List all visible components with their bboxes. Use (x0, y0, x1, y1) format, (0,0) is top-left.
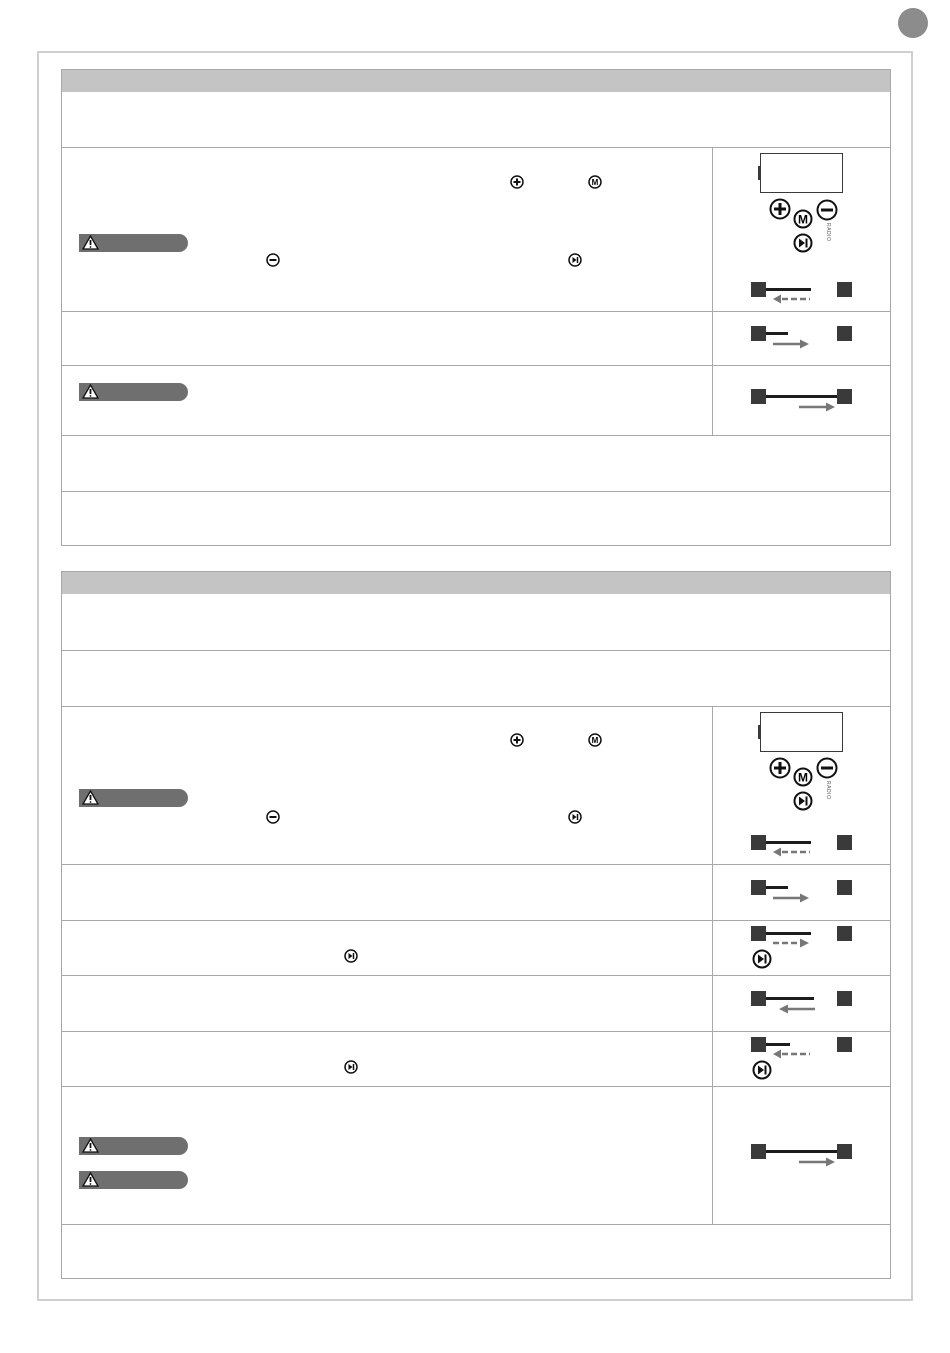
note-row (62, 491, 890, 547)
note-row (62, 650, 890, 706)
warning-triangle-icon (82, 235, 99, 250)
figure-cell (712, 865, 890, 920)
radio-label: RADIO (825, 223, 831, 242)
control-panel-display (760, 153, 843, 193)
gate-end-right (837, 1037, 852, 1052)
page-number-dot (898, 8, 928, 38)
step-row (62, 147, 890, 311)
step-circle-icon (344, 1060, 358, 1074)
warning-triangle-icon (82, 1138, 99, 1153)
minus-circle-icon (266, 253, 280, 267)
plus-circle-icon (510, 733, 524, 747)
step-row (62, 311, 890, 365)
arrow-right-dashed-icon (773, 938, 809, 948)
gate-end-right (837, 991, 852, 1006)
svg-text:M: M (591, 178, 599, 188)
gate-leaf-line (766, 332, 788, 335)
minus-button (816, 199, 838, 221)
gate-end-left (751, 1144, 766, 1159)
step-row (62, 1031, 890, 1086)
gate-leaf-line (766, 841, 811, 844)
step-circle-icon (568, 810, 582, 824)
warning-triangle-icon (82, 384, 99, 399)
gate-end-right (837, 926, 852, 941)
radio-label: RADIO (825, 781, 831, 800)
warning-triangle-icon (82, 790, 99, 805)
gate-leaf-line (766, 886, 788, 889)
step-row (62, 706, 890, 864)
section-header-bar (62, 70, 890, 92)
gate-end-right (837, 880, 852, 895)
arrow-right-icon (773, 893, 809, 903)
procedure-section-2 (61, 571, 891, 1279)
figure-cell (712, 1032, 890, 1086)
plus-circle-icon (510, 175, 524, 189)
step-button (793, 791, 813, 811)
svg-text:M: M (798, 770, 808, 785)
step-row (62, 864, 890, 920)
step-circle-icon (344, 949, 358, 963)
svg-text:M: M (591, 736, 599, 746)
gate-end-left (751, 1037, 766, 1052)
gate-leaf-line (766, 997, 814, 1000)
gate-end-left (751, 326, 766, 341)
figure-cell (712, 976, 890, 1031)
gate-leaf-line (766, 932, 811, 935)
gate-end-left (751, 880, 766, 895)
gate-end-left (751, 991, 766, 1006)
arrow-left-dashed-icon (773, 1049, 811, 1059)
step-circle-icon (568, 253, 582, 267)
figure-cell (712, 1087, 890, 1224)
figure-cell (712, 707, 890, 864)
m-circle-icon (588, 733, 602, 747)
m-circle-icon (588, 175, 602, 189)
plus-button (769, 198, 791, 220)
gate-end-right (837, 835, 852, 850)
step-row (62, 1086, 890, 1224)
warning-badge (79, 383, 188, 401)
step-row (62, 365, 890, 435)
step-row (62, 975, 890, 1031)
m-button (793, 767, 813, 787)
figure-cell (712, 366, 890, 435)
warning-badge (79, 1171, 188, 1189)
arrow-left-icon (779, 1004, 815, 1014)
arrow-left-dashed-icon (773, 294, 811, 304)
arrow-right-icon (773, 339, 809, 349)
note-row (62, 435, 890, 491)
gate-leaf-line (766, 395, 837, 398)
gate-end-right (837, 282, 852, 297)
svg-text:M: M (798, 212, 808, 227)
gate-end-left (751, 389, 766, 404)
arrow-left-dashed-icon (773, 847, 811, 857)
gate-end-left (751, 835, 766, 850)
arrow-right-icon (799, 1157, 835, 1167)
procedure-section-1 (61, 69, 891, 546)
control-panel-display (760, 712, 843, 752)
step-row (62, 920, 890, 975)
gate-end-left (751, 282, 766, 297)
figure-cell (712, 312, 890, 365)
warning-badge (79, 1137, 188, 1155)
gate-leaf-line (766, 288, 811, 291)
warning-triangle-icon (82, 1172, 99, 1187)
warning-badge (79, 789, 188, 807)
figure-cell (712, 148, 890, 311)
gate-end-right (837, 1144, 852, 1159)
minus-button (816, 757, 838, 779)
section-header-bar (62, 572, 890, 594)
plus-button (769, 757, 791, 779)
warning-badge (79, 234, 188, 252)
note-row (62, 1224, 890, 1280)
step-button (793, 233, 813, 253)
gate-leaf-line (766, 1043, 790, 1046)
m-button (793, 209, 813, 229)
gate-leaf-line (766, 1150, 837, 1153)
step-button (752, 1060, 772, 1080)
gate-end-left (751, 926, 766, 941)
minus-circle-icon (266, 810, 280, 824)
step-button (752, 949, 772, 969)
figure-cell (712, 921, 890, 975)
gate-end-right (837, 326, 852, 341)
gate-end-right (837, 389, 852, 404)
arrow-right-icon (799, 402, 835, 412)
